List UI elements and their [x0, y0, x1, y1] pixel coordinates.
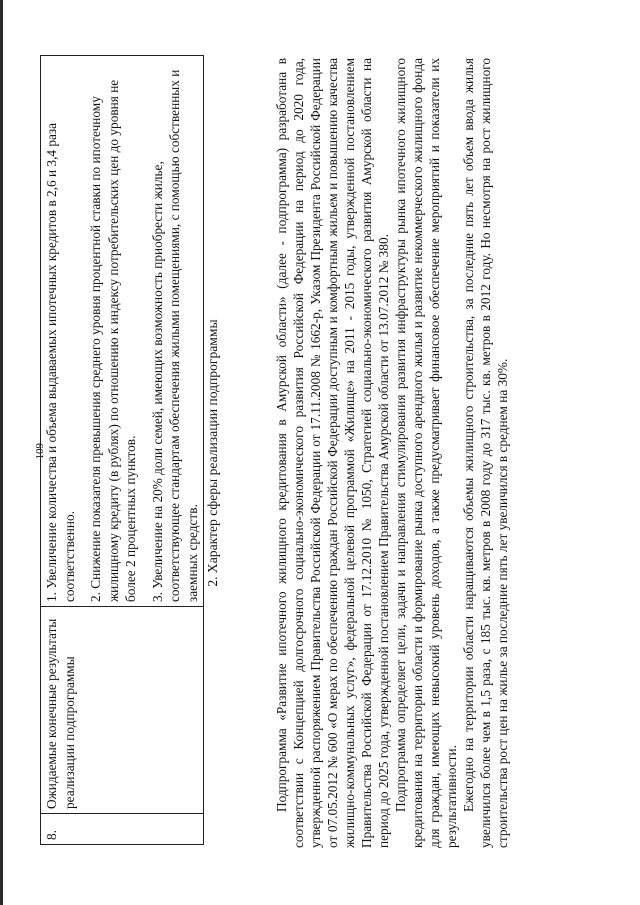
- row-label: Ожидаемые конечные результаты реализации подпрограммы: [41, 607, 204, 814]
- result-item-2: 2. Снижение показателя превышения среднего уровня процентной ставки по ипотечному жилищному кредиту (в рублях) по отношению к индексу потребительских цен до уровня не более 2 процентных пунктов.: [88, 79, 138, 602]
- page-number: 109: [34, 443, 46, 460]
- paragraph-1: Подпрограмма «Развитие ипотечного жилищного кредитования в Амурской области» (далее - подпрограмма) разработана в соответствии с Концепцией долгосрочного социально-экономического развития Российской Федерации на период до 2020 года, утвержденной распоряжением Правительства Российской Федерации от 17.11.2008 № 1662-р, Указом Президента Российской Федерации от 07.05.2012 № 600 «О мерах по обеспечению граждан Российской Федерации доступным и комфортным жильем и повышению качества жилищно-коммунальных услуг», федеральной целевой программой «Жилище» на 2011 - 2015 годы, утвержденной постановлением Правительства Российской Федерации от 17.12.2010 № 1050, Стратегией социально-экономического развития Амурской области на период до 2025 года, утвержденной постановлением Правительства Амурской области от 13.07.2012 № 380.: [274, 58, 391, 848]
- table-row: [41, 56, 204, 845]
- paragraph-3: Ежегодно на территории области наращиваются объемы жилищного строительства, за последние пять лет объем ввода жилья увеличился более чем в 1,5 раза, с 185 тыс. кв. метров в 2008 году до 317 тыс. кв. метров в 2012 году. Но несмотря на рост жилищного строительства рост цен на жилье за последние пять лет увеличился в среднем на 30%.: [461, 58, 510, 848]
- body-text: [204, 58, 556, 848]
- row-results: [41, 56, 204, 607]
- paragraph-2: Подпрограмма определяет цели, задачи и направления стимулирования развития инфраструктуры рынка ипотечного жилищного кредитования на территории области и формирование рынка доступного арендного жилья и развитие некоммерческого жилищного фонда для граждан, имеющих невысокий уровень доходов, а также предусматривает финансовое обеспечение мероприятий и показатели их результативности.: [393, 58, 459, 848]
- passport-table: [40, 55, 200, 845]
- result-item-3: 3. Увеличение на 20% доли семей, имеющих возможность приобрести жилье, соответствующее стандартам обеспечения жилыми помещениями, с помощью собственных и заемных средств.: [149, 69, 200, 602]
- section-heading: 2. Характер сферы реализации подпрограммы: [205, 319, 220, 587]
- results-table: [40, 55, 204, 845]
- result-item-1: 1. Увеличение количества и объема выдаваемых ипотечных кредитов в 2,6 и 3,4 раза соответственно.: [44, 122, 77, 602]
- row-number: 8.: [41, 814, 204, 845]
